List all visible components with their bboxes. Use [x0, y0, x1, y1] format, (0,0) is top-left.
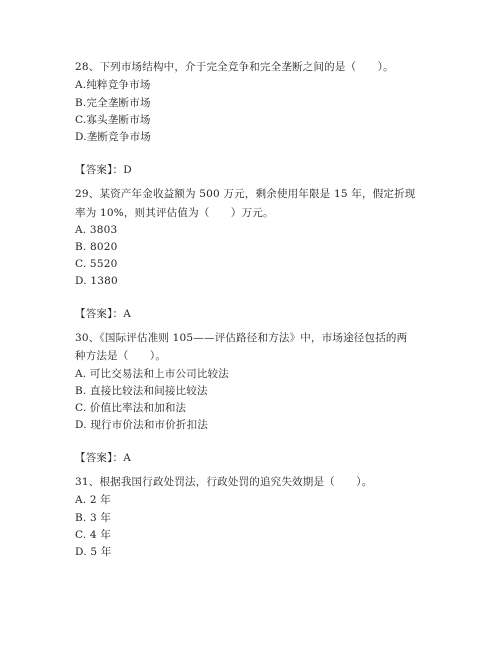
question-29-option-c: C. 5520	[75, 258, 118, 270]
question-31-option-c: C. 4 年	[75, 529, 112, 541]
question-28-stem: 28、下列市场结构中，介于完全竞争和完全垄断之间的是（ ）。	[75, 61, 394, 73]
question-28-option-b: B.完全垄断市场	[75, 97, 151, 109]
question-29-option-b: B. 8020	[75, 241, 118, 253]
question-31-option-b: B. 3 年	[75, 512, 112, 524]
question-28-answer: 【答案】：D	[75, 164, 132, 176]
question-29-stem-line-2: 率为 10%，则其评估值为（ ）万元。	[75, 207, 274, 219]
question-30-option-c: C. 价值比率法和加和法	[75, 402, 187, 414]
question-28-option-a: A.纯粹竞争市场	[75, 79, 151, 91]
question-30-option-a: A. 可比交易法和上市公司比较法	[75, 368, 229, 380]
question-29-stem-line-1: 29、某资产年金收益额为 500 万元，剩余使用年限是 15 年，假定折现	[75, 188, 416, 200]
question-30-option-d: D. 现行市价法和市价折扣法	[75, 419, 209, 431]
question-28-option-d: D.垄断竞争市场	[75, 131, 151, 143]
question-30-answer: 【答案】：A	[75, 452, 132, 464]
question-30-option-b: B. 直接比较法和间接比较法	[75, 385, 208, 397]
question-29-option-a: A. 3803	[75, 224, 118, 236]
question-31-option-a: A. 2 年	[75, 494, 111, 506]
question-31-stem: 31、根据我国行政处罚法，行政处罚的追究失效期是（ ）。	[75, 476, 373, 488]
question-29-answer: 【答案】：A	[75, 308, 132, 320]
question-30-stem-line-1: 30、《国际评估准则 105——评估路径和方法》中，市场途径包括的两	[75, 332, 408, 344]
question-29-option-d: D. 1380	[75, 275, 118, 287]
question-30-stem-line-2: 种方法是（ ）。	[75, 350, 167, 362]
question-31-option-d: D. 5 年	[75, 546, 112, 558]
question-28-option-c: C.寡头垄断市场	[75, 114, 151, 126]
